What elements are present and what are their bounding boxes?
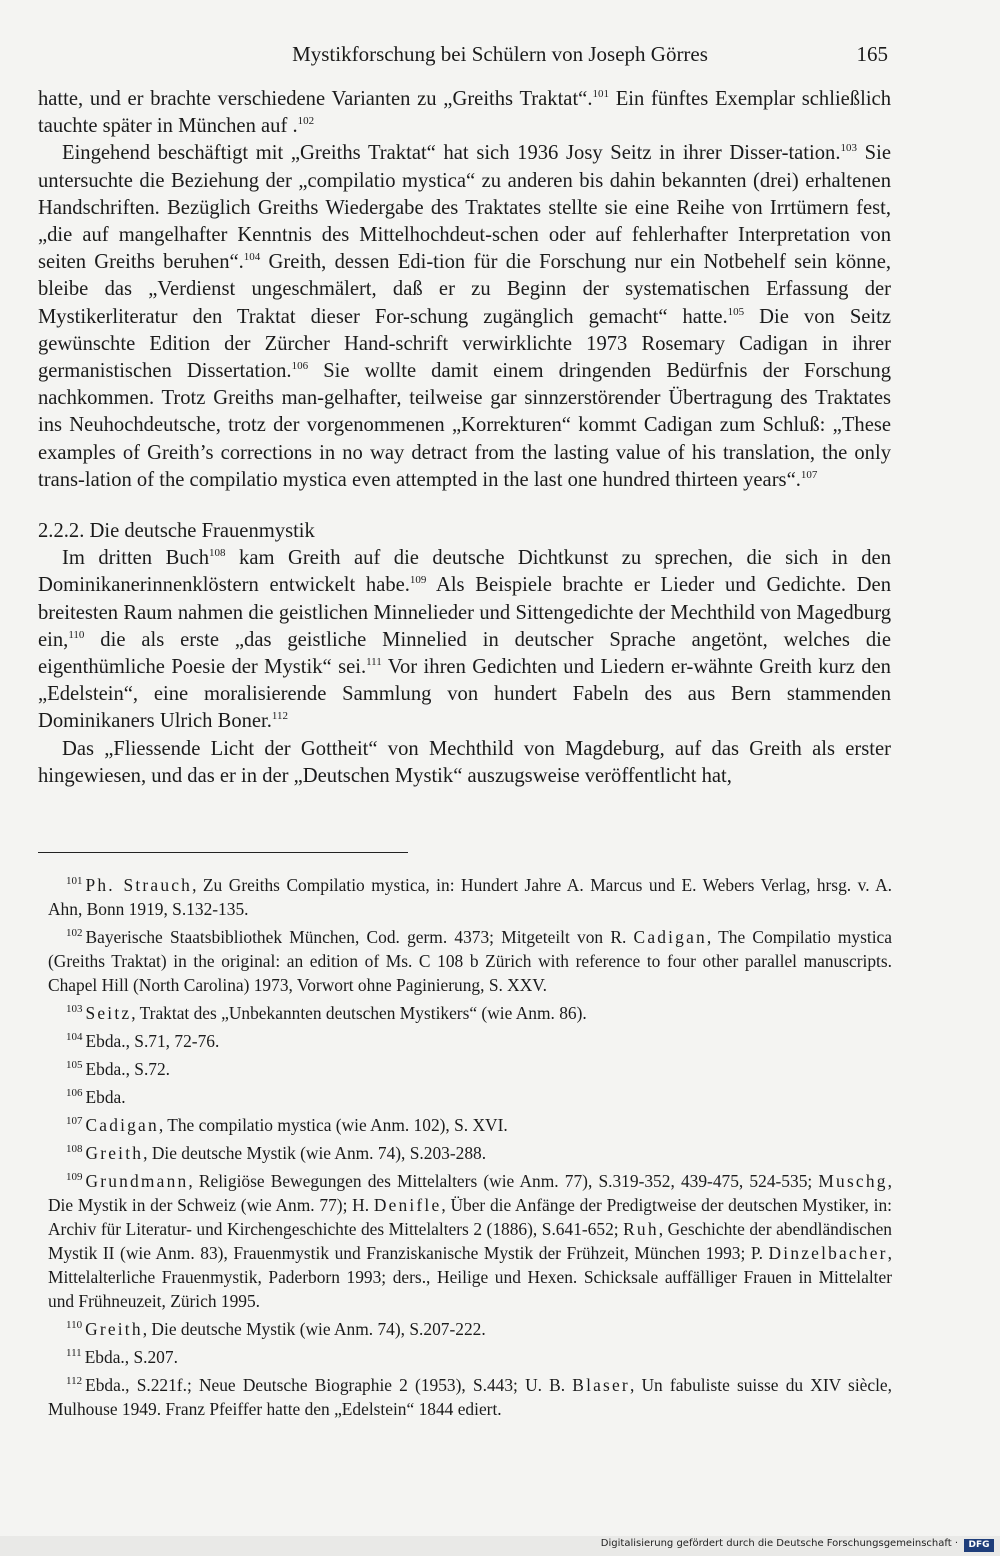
footnote-number: 107 (66, 1115, 83, 1128)
footnote-112 (48, 1373, 892, 1421)
footnote-author: Seitz (85, 1003, 132, 1023)
footnote-text: , Über die Anfänge der Predigtweise der deutschen Mystiker, in: Archiv für Literatur- und Kirchengeschichte des Mittelalters 2 (1886), S.641-652; (48, 1195, 892, 1239)
footnotes (48, 873, 892, 1425)
text-run: Die von Seitz gewünschte Edition der Zürcher Hand-schrift verwirklichte 1973 Rosemary Cadigan in ihrer germanistischen Dissertation. (38, 305, 891, 383)
footnote-number: 102 (66, 927, 83, 940)
footnote-text: , Mittelalterliche Frauenmystik, Paderborn 1993; ders., Heilige und Hexen. Schicksale auffälliger Frauen in Mittelalter und Frühneuzeit, Zürich 1995. (48, 1243, 892, 1311)
footnote-ref: 103 (840, 142, 857, 155)
main-text (38, 86, 891, 790)
footnote-106 (48, 1085, 892, 1109)
text-run: hatte, und er brachte verschiedene Varianten zu „Greiths Traktat“. (38, 88, 593, 110)
footnote-text: , Die deutsche Mystik (wie Anm. 74), S.207-222. (142, 1319, 486, 1339)
footnote-author: Greith (85, 1319, 143, 1339)
footnote-separator (38, 852, 408, 853)
footnote-number: 101 (66, 875, 83, 888)
footnote-number: 112 (66, 1375, 83, 1388)
dfg-logo: DFG (964, 1539, 994, 1552)
footnote-number: 103 (66, 1003, 83, 1016)
footnote-text: , Geschichte der abendländischen Mystik II (wie Anm. 83), Frauenmystik und Franziskanische Mystik der Frühzeit, München 1993; P. (48, 1219, 892, 1263)
footnote-text: Ebda., S.207. (84, 1347, 178, 1367)
text-run: Sie wollte damit einem dringenden Bedürfnis der Forschung nachkommen. Trotz Greiths man-gelhafter, teilweise gar sinnzerstörender Übertragung des Traktates ins Neuhochdeutsche, trotz der vorgenommenen „Korrekturen“ kommt Cadigan zum Schluß: „These examples of Greith’s corrections in no way detract from the lasting value of his translation, the only trans-lation of the compilatio mystica even attempted in the last one hundred thirteen years“. (38, 360, 891, 491)
paragraph (38, 86, 891, 140)
footnote-author: Grundmann (85, 1171, 189, 1191)
footnote-text: , Religiöse Bewegungen des Mittelalters (wie Anm. 77), S.319-352, 439-475, 524-535; (188, 1171, 819, 1191)
paragraph (38, 545, 891, 735)
footnote-108 (48, 1141, 892, 1165)
paragraph (38, 140, 891, 494)
footnote-author: Dinzelbacher (768, 1243, 888, 1263)
footnote-102 (48, 925, 892, 997)
footnote-text: Bayerische Staatsbibliothek München, Cod. germ. 4373; Mitgeteilt von R. (85, 927, 634, 947)
footnote-text: Ebda. (85, 1087, 126, 1107)
footnote-number: 108 (66, 1143, 83, 1156)
footnote-ref: 107 (800, 468, 818, 481)
footnote-ref: 109 (409, 574, 427, 587)
footnote-111 (48, 1345, 892, 1369)
footnote-ref: 108 (209, 547, 226, 560)
text-run: Im dritten Buch (62, 547, 210, 570)
footnote-ref: 102 (297, 115, 315, 128)
footnote-text: , Die deutsche Mystik (wie Anm. 74), S.203-288. (143, 1143, 487, 1163)
footnote-author: Cadigan (633, 927, 707, 947)
footnote-author: Ph. Strauch (85, 875, 193, 895)
footnote-author: Greith (85, 1143, 144, 1163)
footnote-author: Cadigan (85, 1115, 159, 1135)
page-number: 165 (856, 42, 888, 66)
footnote-101 (48, 873, 892, 921)
footnote-103 (48, 1001, 892, 1025)
footnote-ref: 104 (243, 251, 261, 264)
text-run: Greith, dessen Edi-tion für die Forschung nur ein Notbehelf sein könne, bleibe das „Verdienst ungeschmälert, daß er zu Beginn der systematischen Erfassung der Mystikerliteratur den Traktat dieser For-schung zugänglich gemacht“ hatte. (38, 251, 892, 328)
footnote-author: Blaser (572, 1375, 630, 1395)
footnote-author: Muschg (818, 1171, 888, 1191)
text-run: Ein fünftes Exemplar schließlich tauchte später in München auf . (38, 88, 891, 138)
footnote-ref: 110 (68, 629, 85, 641)
footnote-number: 105 (66, 1059, 83, 1072)
footnote-ref: 112 (271, 710, 289, 723)
text-run: Vor ihren Gedichten und Liedern er-wähnte Greith kurz den „Edelstein“, eine moralisierende Sammlung von hundert Fabeln des aus Bern stammenden Dominikaners Ulrich Boner. (38, 656, 891, 733)
footnote-text: , Die Mystik in der Schweiz (wie Anm. 77); H. (48, 1171, 892, 1215)
section-heading: 2.2.2. Die deutsche Frauenmystik (38, 520, 315, 543)
footnote-number: 104 (66, 1031, 83, 1044)
footnote-text: , Un fabuliste suisse du XIV siècle, Mulhouse 1949. Franz Pfeiffer hatte den „Edelstein“ 1844 ediert. (48, 1375, 892, 1419)
text-run: kam Greith auf die deutsche Dichtkunst zu sprechen, die sich in den Dominikanerinnenklöstern entwickelt habe. (38, 547, 891, 597)
text-run: die als erste „das geistliche Minnelied in deutscher Sprache angetönt, welches die eigenthümliche Poesie der Mystik“ sei. (38, 628, 891, 679)
footnote-text: , Traktat des „Unbekannten deutschen Mystikers“ (wie Anm. 86). (131, 1003, 587, 1023)
text-run: Eingehend beschäftigt mit „Greiths Traktat“ hat sich 1936 Josy Seitz in ihrer Disser-tation. (62, 142, 841, 165)
footnote-ref: 101 (592, 88, 609, 101)
footnote-author: Denifle (373, 1195, 442, 1215)
footnote-author: Ruh (623, 1219, 659, 1239)
footnote-text: , Zu Greiths Compilatio mystica, in: Hundert Jahre A. Marcus und E. Webers Verlag, hrsg. v. A. Ahn, Bonn 1919, S.132-135. (48, 875, 892, 919)
footnote-text: Ebda., S.71, 72-76. (85, 1031, 220, 1051)
footnote-text: , The Compilatio mystica (Greiths Traktat) in the original: an edition of Ms. C 108 b Zürich with reference to four other parallel manuscripts. Chapel Hill (North Carolina) 1973, Vorwort ohne Paginierung, S. XXV. (48, 927, 892, 995)
running-title: Mystikforschung bei Schülern von Joseph Görres (292, 42, 708, 66)
footnote-107 (48, 1113, 892, 1137)
footnote-104 (48, 1029, 892, 1053)
footnote-number: 109 (66, 1171, 83, 1184)
digitization-credit: Digitalisierung gefördert durch die Deutsche Forschungsgemeinschaft · (600, 1538, 958, 1549)
footnote-ref: 105 (727, 305, 745, 318)
text-run: Als Beispiele brachte er Lieder und Gedichte. Den breitesten Raum nahmen die geistlichen Minnelieder und Sittengedichte der Mechthild von Magedburg ein, (38, 574, 891, 651)
footnote-number: 106 (66, 1087, 83, 1100)
footnote-110 (48, 1317, 892, 1341)
footnote-number: 110 (66, 1319, 83, 1332)
page-header (0, 40, 1000, 72)
text-run: Sie untersuchte die Beziehung der „compilatio mystica“ zu anderen bis dahin bekannten (drei) erhaltenen Handschriften. Bezüglich Greiths Wiedergabe des Traktates stellte sie eine Reihe von Irrtümern fest, „die auf mangelhafter Kenntnis des Mittelhochdeut-schen oder auf fehlerhafter Interpretation von seiten Greiths beruhen“. (38, 142, 891, 274)
paragraph: Das „Fliessende Licht der Gottheit“ von Mechthild von Magdeburg, auf das Greith als erster hingewiesen, und das er in der „Deutschen Mystik“ auszugsweise veröffentlicht hat, (38, 737, 891, 787)
footnote-number: 111 (66, 1347, 82, 1360)
footnote-ref: 111 (366, 656, 382, 669)
footnote-ref: 106 (291, 360, 309, 373)
footnote-105 (48, 1057, 892, 1081)
footnote-109 (48, 1169, 892, 1313)
footnote-text: , The compilatio mystica (wie Anm. 102), S. XVI. (158, 1115, 508, 1135)
footnote-text: Ebda., S.72. (85, 1059, 171, 1079)
footnote-text: Ebda., S.221f.; Neue Deutsche Biographie 2 (1953), S.443; U. B. (85, 1375, 573, 1395)
